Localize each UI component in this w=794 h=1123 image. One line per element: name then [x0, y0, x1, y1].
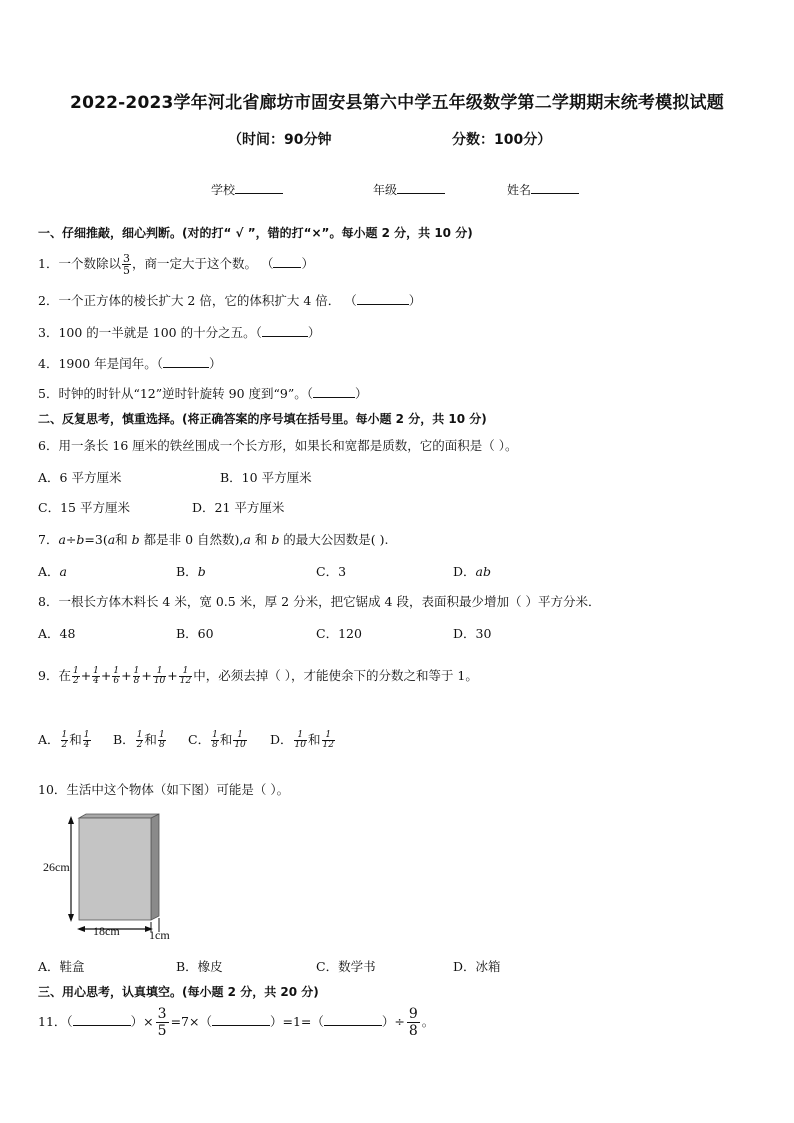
exam-score: 分数：100分） — [452, 132, 552, 148]
answer-blank-4[interactable] — [163, 355, 209, 368]
question-7: 7．a÷b=3(a和 b 都是非 0 自然数),a 和 b 的最大公因数是( ). — [38, 532, 389, 547]
depth-label: 1cm — [149, 928, 170, 942]
q7-option-b[interactable]: B．b — [176, 564, 206, 579]
answer-blank-2[interactable] — [357, 292, 409, 305]
arrow-down-icon — [68, 914, 74, 922]
q9-option-b[interactable]: B． $\frac{1}{2}$ 和 $\frac{1}{8}$ — [113, 730, 165, 750]
box-side-face — [151, 814, 159, 920]
question-3: 3．100 的一半就是 100 的十分之五。（ ） — [38, 325, 321, 340]
name-field[interactable] — [507, 181, 579, 198]
section1-heading: 一、仔细推敲，细心判断。(对的打“ √ ”，错的打“×”。每小题 2 分，共 10 分) — [38, 226, 473, 240]
answer-blank-11c[interactable] — [324, 1013, 382, 1026]
grade-blank[interactable] — [397, 181, 445, 194]
arrow-left-icon — [77, 926, 85, 932]
q6-option-c[interactable]: C．15 平方厘米 — [38, 500, 130, 515]
question-9: 9．在 $\frac{1}{2}$ + $\frac{1}{4}$ + $\frac{1}{6}$ + $\frac{1}{8}$ + $\frac{1}{10}$ + $\frac{1}{12}$ 中，必须去掉（ ），才能使余下的分数之和等于 1。 — [38, 666, 478, 686]
q9-option-c[interactable]: C． $\frac{1}{8}$ 和 $\frac{1}{10}$ — [188, 730, 246, 750]
q8-option-c[interactable]: C．120 — [316, 626, 362, 641]
q10-option-b[interactable]: B．橡皮 — [176, 959, 223, 974]
question-11: 11．（ ）× $\frac{3}{5}$ =7×（ ）=1=（ ）÷ $\frac{9}{8}$ 。 — [38, 1006, 435, 1039]
q9-fraction: $\frac{1}{4}$ — [93, 666, 99, 686]
name-blank[interactable] — [531, 181, 579, 194]
school-blank[interactable] — [235, 181, 283, 194]
exam-time: （时间：90分钟 — [228, 132, 332, 148]
page-title: 2022-2023学年河北省廊坊市固安县第六中学五年级数学第二学期期末统考模拟试题 — [70, 93, 724, 113]
box-front-face — [79, 818, 151, 920]
q9-fraction: $\frac{1}{12}$ — [179, 666, 192, 686]
q9-option-d[interactable]: D． $\frac{1}{10}$ 和 $\frac{1}{12}$ — [270, 730, 334, 750]
question-2: 2．一个正方体的棱长扩大 2 倍，它的体积扩大 4 倍． （ ） — [38, 293, 422, 308]
q11-fraction-1: $\frac{3}{5}$ — [157, 1006, 167, 1039]
q1-fraction: $\frac{3}{5}$ — [122, 252, 130, 277]
school-field[interactable] — [211, 181, 283, 198]
arrow-up-icon — [68, 816, 74, 824]
q11-fraction-2: $\frac{9}{8}$ — [408, 1006, 418, 1039]
answer-blank-1[interactable] — [273, 255, 301, 268]
answer-blank-5[interactable] — [313, 385, 355, 398]
answer-blank-11a[interactable] — [73, 1013, 131, 1026]
answer-blank-3[interactable] — [262, 324, 308, 337]
q9-fraction: $\frac{1}{8}$ — [133, 666, 140, 686]
name-label: 姓名 — [507, 183, 532, 197]
q10-option-c[interactable]: C．数学书 — [316, 959, 376, 974]
q7-option-c[interactable]: C．3 — [316, 564, 347, 579]
question-6: 6．用一条长 16 厘米的铁丝围成一个长方形，如果长和宽都是质数，它的面积是（ ）。 — [38, 438, 518, 453]
q9-fraction: $\frac{1}{10}$ — [153, 666, 166, 686]
question-10: 10．生活中这个物体（如下图）可能是（ ）。 — [38, 782, 290, 797]
q8-option-d[interactable]: D．30 — [453, 626, 492, 641]
question-8: 8．一根长方体木料长 4 米，宽 0.5 米，厚 2 分米，把它锯成 4 段，表面积最少增加（ ）平方分米． — [38, 594, 601, 609]
q10-option-d[interactable]: D．冰箱 — [453, 959, 501, 974]
q8-option-b[interactable]: B．60 — [176, 626, 214, 641]
section2-heading: 二、反复思考，慎重选择。(将正确答案的序号填在括号里。每小题 2 分，共 10 分) — [38, 412, 487, 426]
width-label: 18cm — [93, 924, 120, 938]
question-5: 5．时钟的时针从“12”逆时针旋转 90 度到“9”。（ ） — [38, 386, 368, 401]
answer-blank-11b[interactable] — [212, 1013, 270, 1026]
q7-option-a[interactable]: A．a — [38, 564, 67, 579]
q9-fraction: $\frac{1}{6}$ — [113, 666, 120, 686]
section3-heading: 三、用心思考，认真填空。(每小题 2 分，共 20 分) — [38, 985, 319, 999]
grade-field[interactable] — [373, 181, 445, 198]
height-label: 26cm — [43, 860, 70, 874]
q7-option-d[interactable]: D．ab — [453, 564, 491, 579]
box-top-face — [79, 814, 159, 818]
q6-option-a[interactable]: A．6 平方厘米 — [38, 470, 122, 485]
q9-fraction: $\frac{1}{2}$ — [72, 666, 79, 686]
q8-option-a[interactable]: A．48 — [38, 626, 76, 641]
school-label: 学校 — [211, 183, 236, 197]
q10-option-a[interactable]: A．鞋盒 — [38, 959, 85, 974]
q6-option-b[interactable]: B．10 平方厘米 — [220, 470, 312, 485]
grade-label: 年级 — [373, 183, 398, 197]
q9-option-a[interactable]: A． $\frac{1}{2}$ 和 $\frac{1}{4}$ — [38, 730, 90, 750]
question-4: 4．1900 年是闰年。（ ） — [38, 356, 222, 371]
question-1: 1．一个数除以 $\frac{3}{5}$ ，商一定大于这个数。 （ ） — [38, 252, 314, 277]
q6-option-d[interactable]: D．21 平方厘米 — [192, 500, 285, 515]
